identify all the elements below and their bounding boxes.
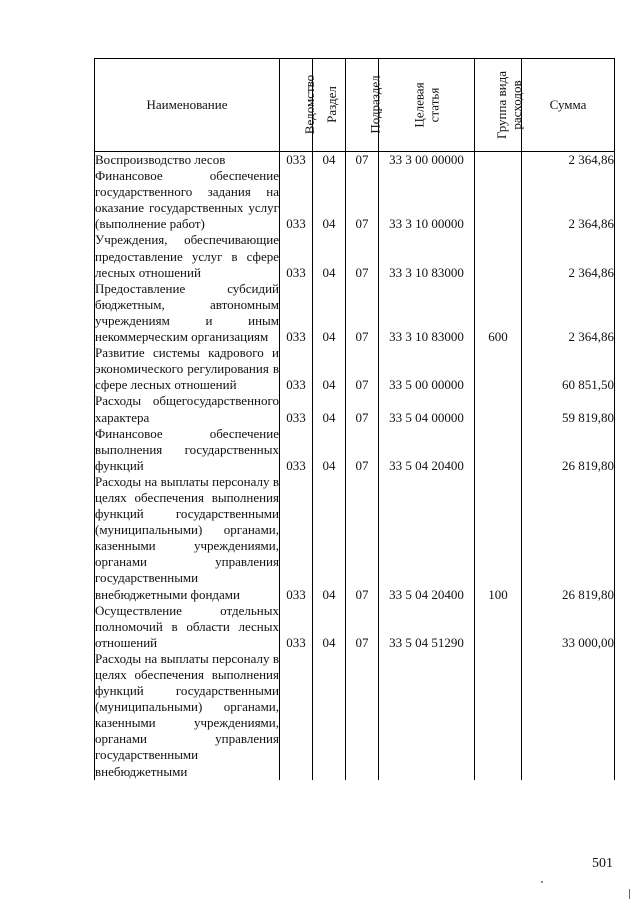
row-section: 04 bbox=[313, 168, 346, 232]
row-department: 033 bbox=[280, 232, 313, 280]
row-sum: 2 364,86 bbox=[522, 168, 615, 232]
row-expense-group bbox=[475, 393, 522, 425]
header-subsection: Подраздел bbox=[346, 59, 379, 152]
table-row bbox=[95, 345, 615, 393]
header-row bbox=[95, 59, 615, 152]
row-subsection bbox=[346, 651, 379, 780]
row-expense-group bbox=[475, 426, 522, 474]
table-row bbox=[95, 152, 615, 169]
row-expense-group bbox=[475, 232, 522, 280]
row-name: Предоставление субсидий бюджетным, автономным учреждениям и иным некоммерческим организациям bbox=[95, 280, 279, 345]
row-name: Расходы на выплаты персоналу в целях обеспечения выполнения функций государственными (муниципальными) органами, казенными учреждениями, органами управления государственными внебюджетными bbox=[95, 650, 279, 779]
row-expense-group: 600 bbox=[475, 281, 522, 345]
row-target-article: 33 3 10 83000 bbox=[379, 232, 475, 280]
row-section: 04 bbox=[313, 281, 346, 345]
scan-speck bbox=[541, 881, 543, 883]
row-target-article: 33 5 04 51290 bbox=[379, 603, 475, 651]
row-sum: 2 364,86 bbox=[522, 281, 615, 345]
row-name: Развитие системы кадрового и экономического регулирования в сфере лесных отношений bbox=[95, 345, 279, 393]
row-name: Учреждения, обеспечивающие предоставление услуг в сфере лесных отношений bbox=[95, 232, 279, 280]
row-subsection: 07 bbox=[346, 232, 379, 280]
row-expense-group bbox=[475, 152, 522, 169]
row-department: 033 bbox=[280, 426, 313, 474]
row-subsection: 07 bbox=[346, 152, 379, 169]
row-sum: 33 000,00 bbox=[522, 603, 615, 651]
row-department: 033 bbox=[280, 152, 313, 169]
row-sum: 2 364,86 bbox=[522, 232, 615, 280]
header-sum: Сумма bbox=[522, 59, 615, 152]
page-number: 501 bbox=[592, 856, 613, 871]
table-row bbox=[95, 603, 615, 651]
row-target-article bbox=[379, 651, 475, 780]
row-name: Расходы на выплаты персоналу в целях обеспечения выполнения функций государственными (муниципальными) органами, казенными учреждениями, органами управления государственными внебюджетными фондами bbox=[95, 473, 279, 602]
budget-table bbox=[94, 58, 615, 780]
row-section: 04 bbox=[313, 426, 346, 474]
row-name: Финансовое обеспечение государственного задания на оказание государственных услуг (выполнение работ) bbox=[95, 168, 279, 232]
row-department: 033 bbox=[280, 281, 313, 345]
row-department: 033 bbox=[280, 603, 313, 651]
row-department: 033 bbox=[280, 474, 313, 603]
table-row bbox=[95, 168, 615, 232]
row-target-article: 33 3 10 83000 bbox=[379, 281, 475, 345]
row-name: Осуществление отдельных полномочий в области лесных отношений bbox=[95, 602, 279, 650]
row-subsection: 07 bbox=[346, 281, 379, 345]
row-name: Расходы общегосударственного характера bbox=[95, 393, 279, 425]
row-sum: 26 819,80 bbox=[522, 426, 615, 474]
row-expense-group bbox=[475, 345, 522, 393]
row-sum: 2 364,86 bbox=[522, 152, 615, 169]
row-subsection: 07 bbox=[346, 393, 379, 425]
row-target-article: 33 5 04 20400 bbox=[379, 426, 475, 474]
row-name: Воспроизводство лесов bbox=[95, 152, 280, 169]
table-row bbox=[95, 651, 615, 780]
row-section bbox=[313, 651, 346, 780]
row-department: 033 bbox=[280, 345, 313, 393]
row-department: 033 bbox=[280, 168, 313, 232]
row-department bbox=[280, 651, 313, 780]
row-section: 04 bbox=[313, 232, 346, 280]
row-subsection: 07 bbox=[346, 345, 379, 393]
row-target-article: 33 5 04 00000 bbox=[379, 393, 475, 425]
row-subsection: 07 bbox=[346, 474, 379, 603]
row-name: Финансовое обеспечение выполнения государственных функций bbox=[95, 425, 279, 473]
row-sum: 26 819,80 bbox=[522, 474, 615, 603]
row-target-article: 33 5 00 00000 bbox=[379, 345, 475, 393]
row-target-article: 33 3 00 00000 bbox=[379, 152, 475, 169]
table-row bbox=[95, 281, 615, 345]
header-section: Раздел bbox=[313, 59, 346, 152]
row-expense-group: 100 bbox=[475, 474, 522, 603]
row-section: 04 bbox=[313, 603, 346, 651]
row-section: 04 bbox=[313, 393, 346, 425]
row-section: 04 bbox=[313, 152, 346, 169]
row-target-article: 33 5 04 20400 bbox=[379, 474, 475, 603]
row-expense-group bbox=[475, 603, 522, 651]
table-row bbox=[95, 474, 615, 603]
header-name: Наименование bbox=[95, 59, 280, 152]
row-expense-group bbox=[475, 651, 522, 780]
table-row bbox=[95, 393, 615, 425]
header-department: Ведомство bbox=[280, 59, 313, 152]
row-subsection: 07 bbox=[346, 426, 379, 474]
table-row bbox=[95, 232, 615, 280]
header-expense-group: Группа вида расходов bbox=[475, 59, 522, 152]
row-sum bbox=[522, 651, 615, 780]
table-row bbox=[95, 426, 615, 474]
row-subsection: 07 bbox=[346, 603, 379, 651]
row-sum: 60 851,50 bbox=[522, 345, 615, 393]
row-expense-group bbox=[475, 168, 522, 232]
scan-edge-mark bbox=[629, 889, 630, 899]
row-sum: 59 819,80 bbox=[522, 393, 615, 425]
row-section: 04 bbox=[313, 474, 346, 603]
row-section: 04 bbox=[313, 345, 346, 393]
header-target-article: Целевая статья bbox=[379, 59, 475, 152]
row-target-article: 33 3 10 00000 bbox=[379, 168, 475, 232]
row-subsection: 07 bbox=[346, 168, 379, 232]
row-department: 033 bbox=[280, 393, 313, 425]
